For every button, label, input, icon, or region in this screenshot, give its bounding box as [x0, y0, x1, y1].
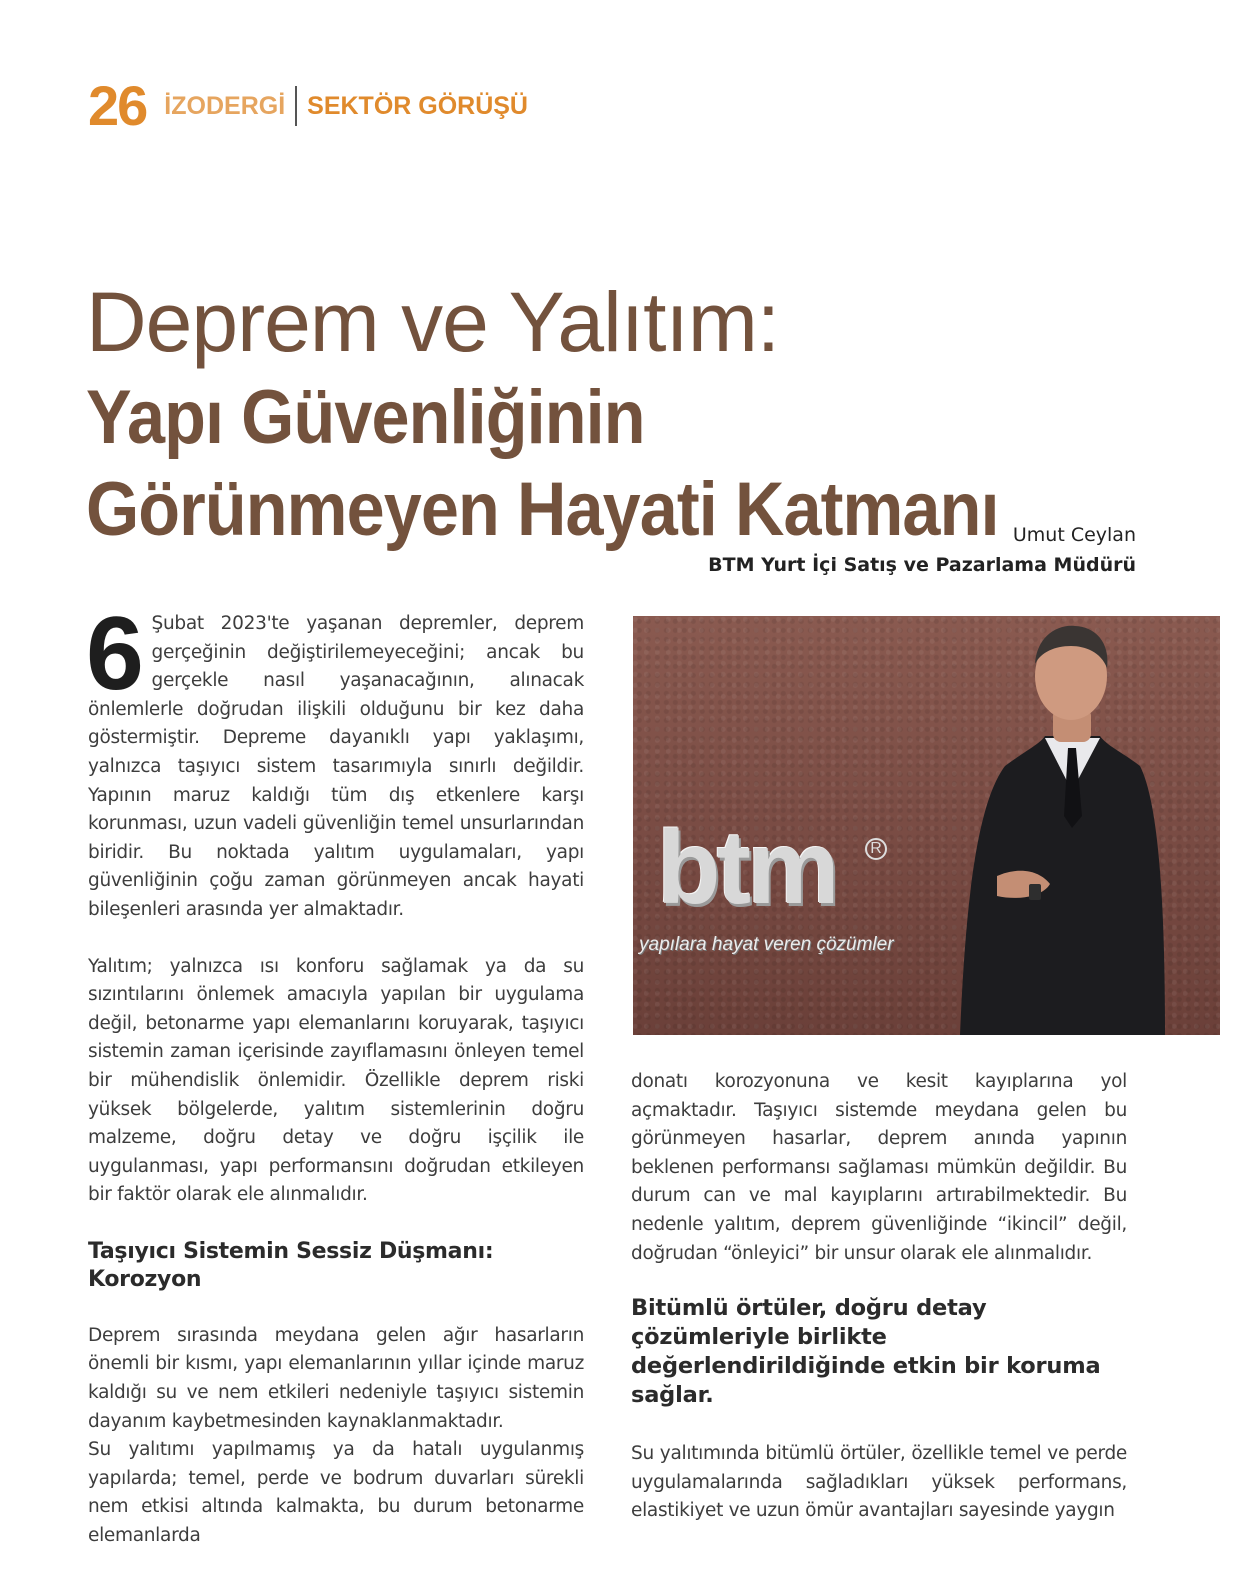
- paragraph-damage: Deprem sırasında meydana gelen ağır hasarların önemli bir kısmı, yapı elemanlarının yıllar içinde maruz kaldığı su ve nem etkileri nedeniyle taşıyıcı sistemin dayanım kaybetmesinden kaynaklanmaktadır.: [88, 1324, 584, 1432]
- left-column: [86, 596, 584, 1551]
- header-divider: [295, 86, 297, 126]
- right-column: [631, 1068, 1127, 1526]
- magazine-name: İZODERGİ: [164, 91, 286, 120]
- btm-logo: btm: [657, 810, 836, 926]
- subheading-corrosion: Taşıyıcı Sistemin Sessiz Düşmanı: Korozyon: [88, 1238, 494, 1292]
- pull-quote: Bitümlü örtüler, doğru detay çözümleriyle birlikte değerlendirildiğinde etkin bir koruma sağlar.: [631, 1295, 1101, 1409]
- article-title-line2: Yapı Güvenliğinin Görünmeyen Hayati Katmanı: [86, 375, 999, 552]
- dropcap: 6: [86, 596, 144, 712]
- section-name: SEKTÖR GÖRÜŞÜ: [307, 91, 528, 120]
- person-figure-icon: [925, 616, 1165, 1035]
- author-photo: [633, 616, 1220, 1035]
- author-role: BTM Yurt İçi Satış ve Pazarlama Müdürü: [708, 554, 1136, 576]
- paragraph-waterproofing: Su yalıtımı yapılmamış ya da hatalı uygulanmış yapılarda; temel, perde ve bodrum duvarları sürekli nem etkisi altında kalmakta, bu durum betonarme elemanlarda: [88, 1439, 584, 1547]
- author-name: Umut Ceylan: [1012, 524, 1136, 546]
- author-block: [708, 520, 1136, 580]
- paragraph-insulation: Yalıtım; yalnızca ısı konforu sağlamak ya da su sızıntılarını önlemek amacıyla yapılan bir uygulama değil, betonarme yapı elemanlarını koruyarak, taşıyıcı sistemin zaman içerisinde zayıflamasını önleyen temel bir mühendislik önlemidir. Özellikle deprem riski yüksek bölgelerde, yalıtım sistemlerinin doğru malzeme, doğru detay ve doğru işçilik ile uygulanması, yapı performansını doğrudan etkileyen bir faktör olarak ele alınmalıdır.: [88, 955, 584, 1206]
- intro-text: Şubat 2023'te yaşanan depremler, deprem gerçeğinin değiştirilemeyeceğini; ancak bu gerçekle nasıl yaşanacağının, alınacak önlemlerle doğrudan ilişkili olduğunu bir kez daha göstermiştir. Depreme dayanıklı yapı yaklaşımı, yalnızca taşıyıcı sistem tasarımıyla sınırlı değildir. Yapının maruz kaldığı tüm dış etkenlere karşı korunması, uzun vadeli güvenliğin temel unsurlarından biridir. Bu noktada yalıtım uygulamaları, yapı güvenliğinin çoğu zaman görünmeyen ancak hayati bileşenleri arasında yer almaktadır.: [88, 613, 584, 920]
- page-number: 26: [88, 74, 147, 137]
- registered-mark-icon: R: [865, 838, 887, 860]
- logo-slogan: yapılara hayat veren çözümler: [639, 934, 894, 955]
- paragraph-bitumen: Su yalıtımında bitümlü örtüler, özellikle temel ve perde uygulamalarında sağladıkları yüksek performans, elastikiyet ve uzun ömür avantajları sayesinde yaygın: [631, 1443, 1127, 1522]
- paragraph-corrosion-effects: donatı korozyonuna ve kesit kayıplarına yol açmaktadır. Taşıyıcı sistemde meydana gelen bu görünmeyen hasarlar, deprem anında yapının beklenen performansı sağlaması mümkün değildir. Bu durum can ve mal kayıplarını artırabilmektedir. Bu nedenle yalıtım, deprem güvenliğinde “ikincil” değil, doğrudan “önleyici” bir unsur olarak ele alınmalıdır.: [631, 1071, 1127, 1264]
- intro-paragraph: [86, 596, 584, 925]
- article-title-line1: Deprem ve Yalıtım:: [86, 275, 780, 369]
- page-header: [88, 74, 528, 137]
